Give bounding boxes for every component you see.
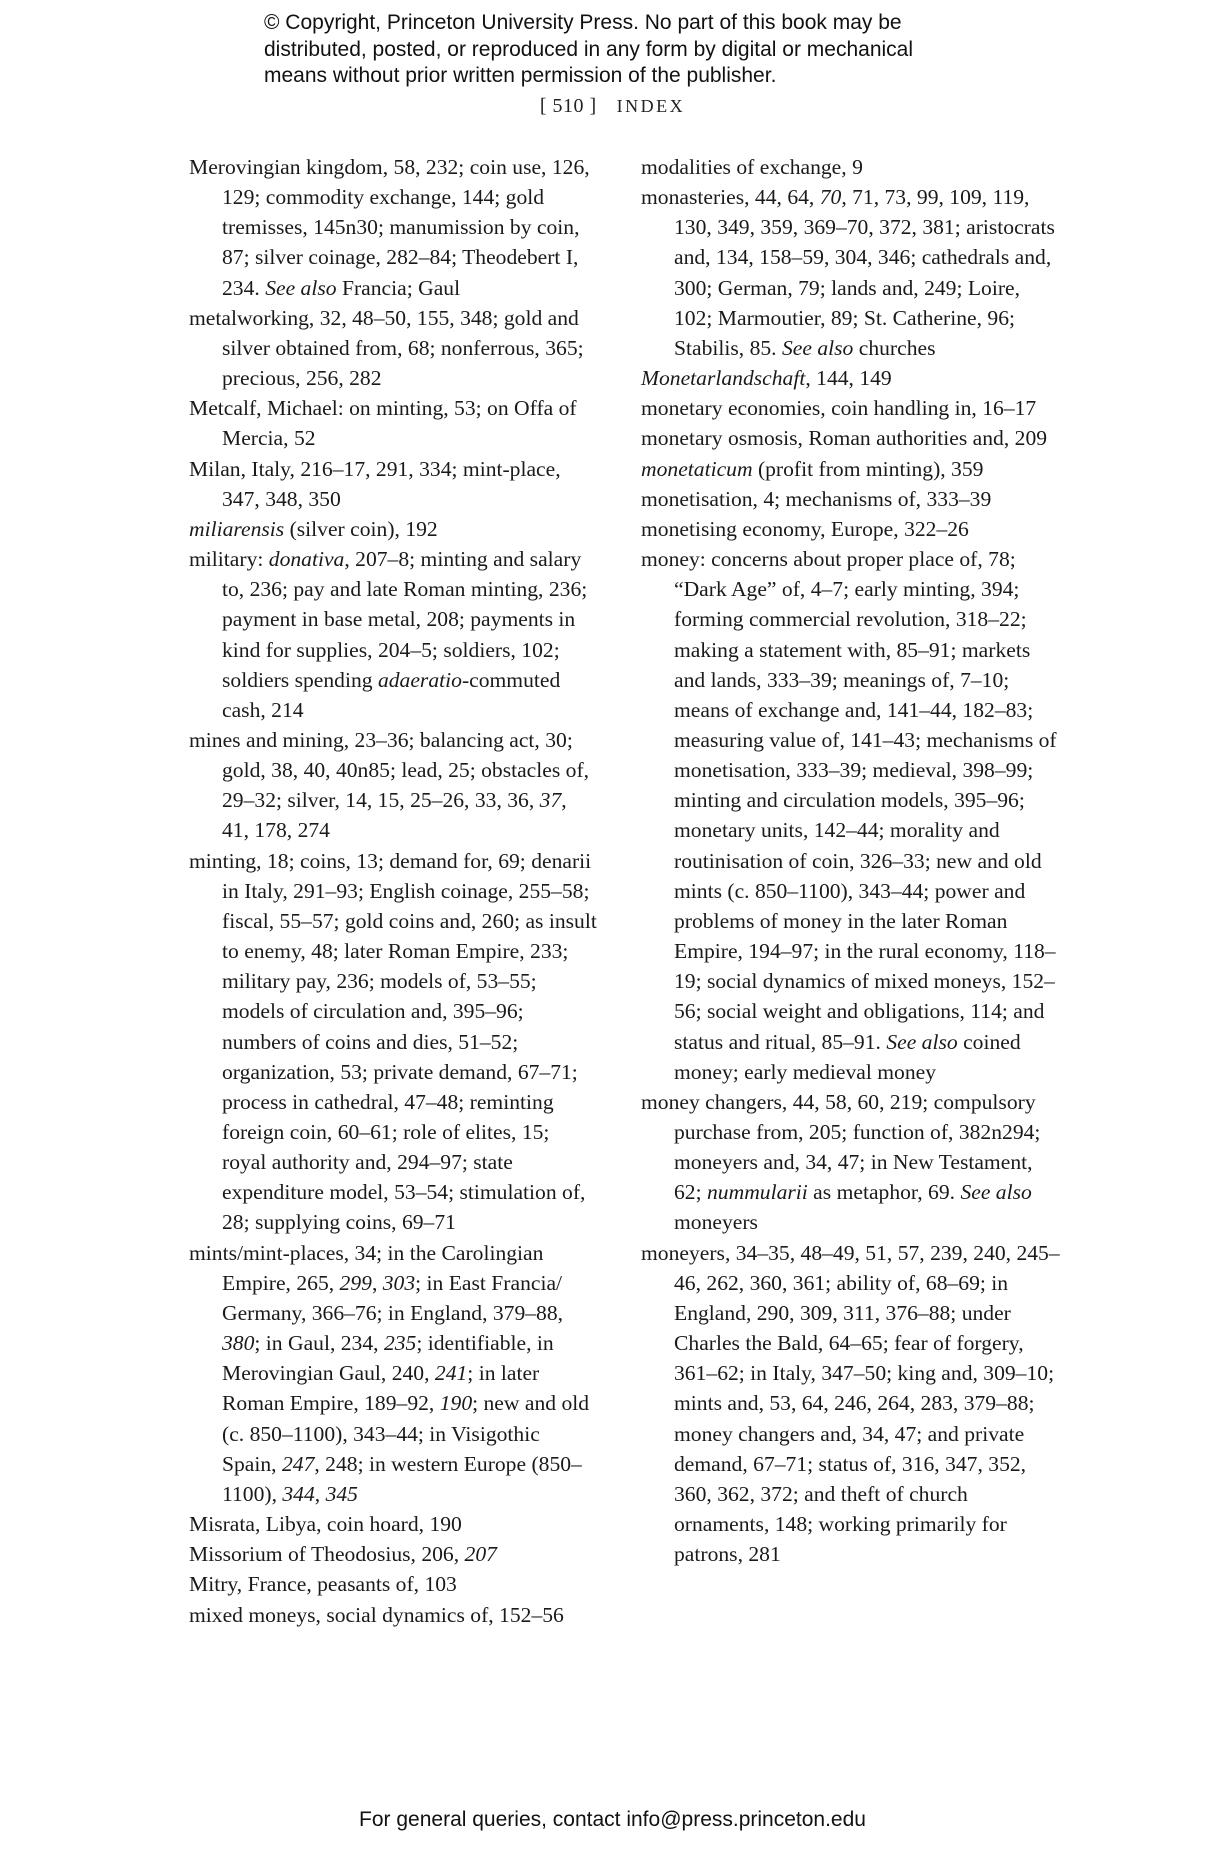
index-entry: military: donativa, 207–8; minting and salary to, 236; pay and late Roman minting, 236; payment in base metal, 208; payments in kind for supplies, 204–5; soldiers, 102; soldiers spending adaeratio-commuted cash, 214 bbox=[189, 547, 588, 722]
index-entry: monetaticum (profit from minting), 359 bbox=[641, 456, 984, 481]
index-entry: Merovingian kingdom, 58, 232; coin use, 126, 129; commodity exchange, 144; gold tremisses, 145n30; manumission by coin, 87; silver coinage, 282–84; Theodebert I, 234. See also Francia; Gaul bbox=[189, 155, 590, 300]
copyright-line-3: means without prior written permission of the publisher. bbox=[264, 64, 777, 87]
index-entry: mixed moneys, social dynamics of, 152–56 bbox=[189, 1602, 564, 1627]
index-entry: monetary osmosis, Roman authorities and, 209 bbox=[641, 426, 1048, 451]
index-entry: Metcalf, Michael: on minting, 53; on Offa of Mercia, 52 bbox=[189, 396, 577, 451]
index-entry: monetisation, 4; mechanisms of, 333–39 bbox=[641, 486, 992, 511]
index-entry: mints/mint-places, 34; in the Carolingian Empire, 265, 299, 303; in East Francia/ Germany, 366–76; in England, 379–88, 380; in Gaul, 234, 235; identifiable, in Merovingian Gaul, 240, 241; in later Roman Empire, 189–92, 190; new and old (c. 850–1100), 343–44; in Visigothic Spain, 247, 248; in western Europe (850–1100), 344, 345 bbox=[189, 1240, 590, 1506]
copyright-line-2: distributed, posted, or reproduced in any form by digital or mechanical bbox=[264, 37, 914, 61]
index-entry: modalities of exchange, 9 bbox=[641, 155, 863, 179]
index-entry: metalworking, 32, 48–50, 155, 348; gold and silver obtained from, 68; nonferrous, 365; precious, 256, 282 bbox=[189, 305, 584, 391]
copyright-line-1: © Copyright, Princeton University Press. No part of this book may be bbox=[264, 11, 902, 34]
index-entry: mines and mining, 23–36; balancing act, 30; gold, 38, 40, 40n85; lead, 25; obstacles of, 29–32; silver, 14, 15, 25–26, 33, 36, 37, 41, 178, 274 bbox=[189, 727, 590, 843]
running-head bbox=[0, 95, 1225, 118]
index-entry: Missorium of Theodosius, 206, 207 bbox=[189, 1542, 497, 1567]
index-entry: moneyers, 34–35, 48–49, 51, 57, 239, 240, 245–46, 262, 360, 361; ability of, 68–69; in England, 290, 309, 311, 376–88; under Charles the Bald, 64–65; fear of forgery, 361–62; in Italy, 347–50; king and, 309–10; mints and, 53, 64, 246, 264, 283, 379–88; money changers and, 34, 47; and private demand, 67–71; status of, 316, 347, 352, 360, 362, 372; and theft of church ornaments, 148; working primarily for patrons, 281 bbox=[641, 1240, 1060, 1567]
index-entry: Misrata, Libya, coin hoard, 190 bbox=[189, 1512, 462, 1537]
index-entry: monetising economy, Europe, 322–26 bbox=[641, 516, 969, 541]
copyright-notice bbox=[264, 10, 1024, 90]
index-entry: monetary economies, coin handling in, 16–17 bbox=[641, 396, 1037, 421]
index-entry: monasteries, 44, 64, 70, 71, 73, 99, 109, 119, 130, 349, 359, 369–70, 372, 381; aristocrats and, 134, 158–59, 304, 346; cathedrals and, 300; German, 79; lands and, 249; Loire, 102; Marmoutier, 89; St. Catherine, 96; Stabilis, 85. See also churches bbox=[641, 185, 1055, 360]
page-number: [ 510 ] bbox=[539, 95, 597, 117]
section-title: INDEX bbox=[616, 96, 686, 116]
index-entry: Mitry, France, peasants of, 103 bbox=[189, 1572, 457, 1597]
index-column-right bbox=[641, 152, 1061, 1569]
index-column-left bbox=[189, 152, 599, 1630]
index-entry: money changers, 44, 58, 60, 219; compulsory purchase from, 205; function of, 382n294; moneyers and, 34, 47; in New Testament, 62; nummularii as metaphor, 69. See also moneyers bbox=[641, 1089, 1041, 1235]
index-entry: Monetarlandschaft, 144, 149 bbox=[641, 366, 892, 391]
index-entry: minting, 18; coins, 13; demand for, 69; denarii in Italy, 291–93; English coinage, 255–58; fiscal, 55–57; gold coins and, 260; as insult to enemy, 48; later Roman Empire, 233; military pay, 236; models of, 53–55; models of circulation and, 395–96; numbers of coins and dies, 51–52; organization, 53; private demand, 67–71; process in cathedral, 47–48; reminting foreign coin, 60–61; role of elites, 15; royal authority and, 294–97; state expenditure model, 53–54; stimulation of, 28; supplying coins, 69–71 bbox=[189, 848, 597, 1235]
index-entry: Milan, Italy, 216–17, 291, 334; mint-place, 347, 348, 350 bbox=[189, 456, 561, 511]
index-entry: money: concerns about proper place of, 78; “Dark Age” of, 4–7; early minting, 394; forming commercial revolution, 318–22; making a statement with, 85–91; markets and lands, 333–39; meanings of, 7–10; means of exchange and, 141–44, 182–83; measuring value of, 141–43; mechanisms of monetisation, 333–39; medieval, 398–99; minting and circulation models, 395–96; monetary units, 142–44; morality and routinisation of coin, 326–33; new and old mints (c. 850–1100), 343–44; power and problems of money in the later Roman Empire, 194–97; in the rural economy, 118–19; social dynamics of mixed moneys, 152–56; social weight and obligations, 114; and status and ritual, 85–91. See also coined money; early medieval money bbox=[641, 547, 1057, 1084]
footer-contact: For general queries, contact info@press.princeton.edu bbox=[359, 1808, 866, 1831]
index-entry: miliarensis (silver coin), 192 bbox=[189, 516, 438, 541]
